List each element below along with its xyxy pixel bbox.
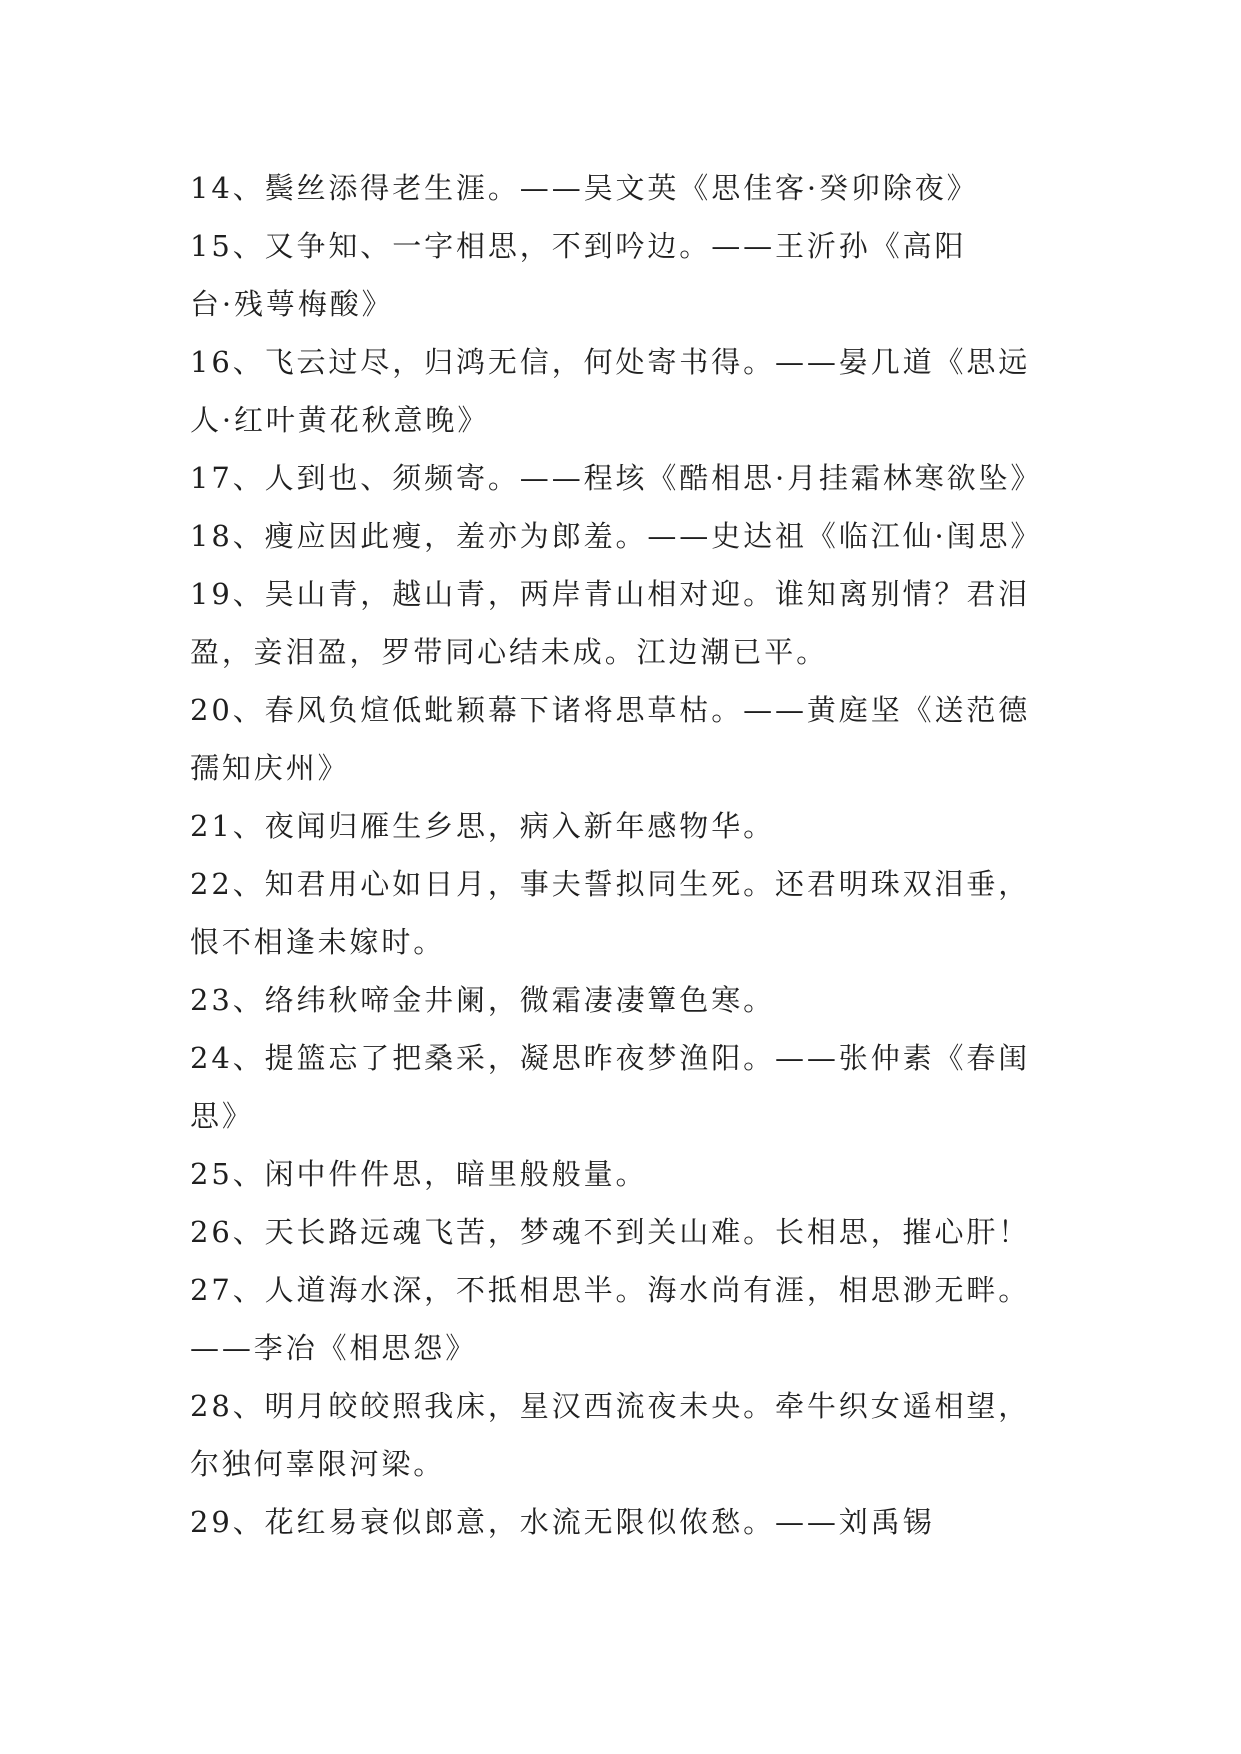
- text-line: 盈，妾泪盈，罗带同心结未成。江边潮已平。: [190, 635, 829, 669]
- text-line: 28、明月皎皎照我床，星汉西流夜未央。牵牛织女遥相望，: [190, 1389, 1031, 1423]
- text-line: 21、夜闻归雁生乡思，病入新年感物华。: [190, 809, 776, 843]
- text-line: 思》: [190, 1099, 254, 1133]
- text-line: 18、瘦应因此瘦，羞亦为郎羞。——史达祖《临江仙·闺思》: [190, 519, 1043, 553]
- text-line: 孺知庆州》: [190, 751, 350, 785]
- text-line: 29、花红易衰似郎意，水流无限似侬愁。——刘禹锡: [190, 1505, 935, 1539]
- text-line: 27、人道海水深，不抵相思半。海水尚有涯，相思渺无畔。: [190, 1273, 1031, 1307]
- text-line: 24、提篮忘了把桑采，凝思昨夜梦渔阳。——张仲素《春闺: [190, 1041, 1031, 1075]
- text-line: 16、飞云过尽，归鸿无信，何处寄书得。——晏几道《思远: [190, 345, 1031, 379]
- text-line: 15、又争知、一字相思，不到吟边。——王沂孙《高阳: [190, 229, 967, 263]
- text-line: 恨不相逢未嫁时。: [190, 925, 446, 959]
- text-line: 22、知君用心如日月，事夫誓拟同生死。还君明珠双泪垂，: [190, 867, 1031, 901]
- text-line: 19、吴山青，越山青，两岸青山相对迎。谁知离别情？君泪: [190, 577, 1031, 611]
- text-line: 26、天长路远魂飞苦，梦魂不到关山难。长相思，摧心肝！: [190, 1215, 1031, 1249]
- text-line: 14、鬓丝添得老生涯。——吴文英《思佳客·癸卯除夜》: [190, 171, 979, 205]
- text-line: 人·红叶黄花秋意晚》: [190, 403, 490, 437]
- poem-list: [190, 159, 1070, 1551]
- text-line: 17、人到也、须频寄。——程垓《酷相思·月挂霜林寒欲坠》: [190, 461, 1043, 495]
- text-line: 20、春风负煊低蚍颖幕下诸将思草枯。——黄庭坚《送范德: [190, 693, 1031, 727]
- text-line: 台·残萼梅酸》: [190, 287, 394, 321]
- text-line: ——李冶《相思怨》: [190, 1331, 478, 1365]
- text-line: 尔独何辜限河梁。: [190, 1447, 446, 1481]
- text-line: 23、络纬秋啼金井阑，微霜凄凄簟色寒。: [190, 983, 776, 1017]
- text-line: 25、闲中件件思，暗里般般量。: [190, 1157, 648, 1191]
